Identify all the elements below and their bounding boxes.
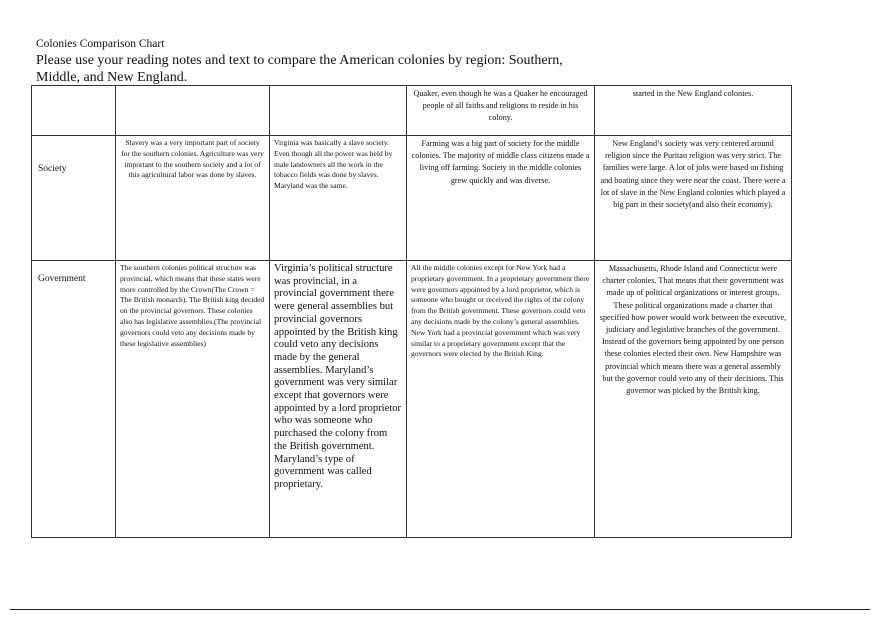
table-row [32, 86, 792, 136]
southern-government-cell: The southern colonies political structure was provincial, which means that these states were more controlled by the Crown(The Crown = The British monarch). The British king decided on the provincial governors. These colonies also has legislative assemblies.(The provincial governors could veto any decisions made by these legislative assemblies) [116, 261, 270, 538]
comparison-table [31, 85, 792, 538]
virginia-society-cell: Virginia was basically a slave society. Even though all the power was held by male landowners all the work in the tobacco fields was done by slaves. Maryland was the same. [270, 136, 407, 261]
document-title: Colonies Comparison Chart [36, 38, 165, 50]
table-row [32, 261, 792, 538]
row-label-government: Government [32, 261, 116, 538]
southern-society-cell: Slavery was a very important part of society for the southern colonies. Agriculture was very important to the southern society and a lot of this agricultural labor was done by slaves. [116, 136, 270, 261]
middle-header-cell: Quaker, even though he was a Quaker he encouraged people of all faiths and religions to reside in his colony. [407, 86, 595, 136]
table-cell [116, 86, 270, 136]
footer-divider [10, 609, 870, 610]
new-england-government-cell: Massachusetts, Rhode Island and Connecticut were charter colonies. That means that their government was made up of political organizations or interest groups. These political organizations made a charter that specified how power would work between the executive, judiciary and legislative branches of the government. Instead of the governors being appointed by one person these colonies elected their own. New Hampshire was provincial which means there was a general assembly but the governor could veto any of their decisions. This governor was picked by the British king. [595, 261, 792, 538]
row-label-society: Society [32, 136, 116, 261]
table-cell [32, 86, 116, 136]
instructions-text: Please use your reading notes and text to compare the American colonies by region: Southern, Middle, and New England. [36, 53, 563, 85]
table-cell [270, 86, 407, 136]
new-england-header-cell: started in the New England colonies. [595, 86, 792, 136]
new-england-society-cell: New England’s society was very centered around religion since the Puritan religion was very strict. The families were large. A lot of jobs were based on fishing and boating since they were near the coast. There were a lot of slave in the New England colonies which played a big part in their society(and also their economy). [595, 136, 792, 261]
middle-government-cell: All the middle colonies except for New York had a proprietary government. In a proprietary government there were governors appointed by a lord proprietor, which is someone who bought or received the rights of the colony from the British government. These governors could veto any decisions made by the colony’s general assemblies. New York had a provincial government which was very similar to a proprietary government except that the governors were elected by the British King. [407, 261, 595, 538]
middle-society-cell: Farming was a big part of society for the middle colonies. The majority of middle class citizens made a living off farming. Society in the middle colonies grew quickly and was diverse. [407, 136, 595, 261]
virginia-government-cell: Virginia’s political structure was provincial, in a provincial government there were general assemblies but provincial governors appointed by the British king could veto any decisions made by the general assemblies. Maryland’s government was very similar except that governors were appointed by a lord proprietor who was someone who purchased the colony from the British government. Maryland’s type of government was called proprietary. [270, 261, 407, 538]
table-row [32, 136, 792, 261]
